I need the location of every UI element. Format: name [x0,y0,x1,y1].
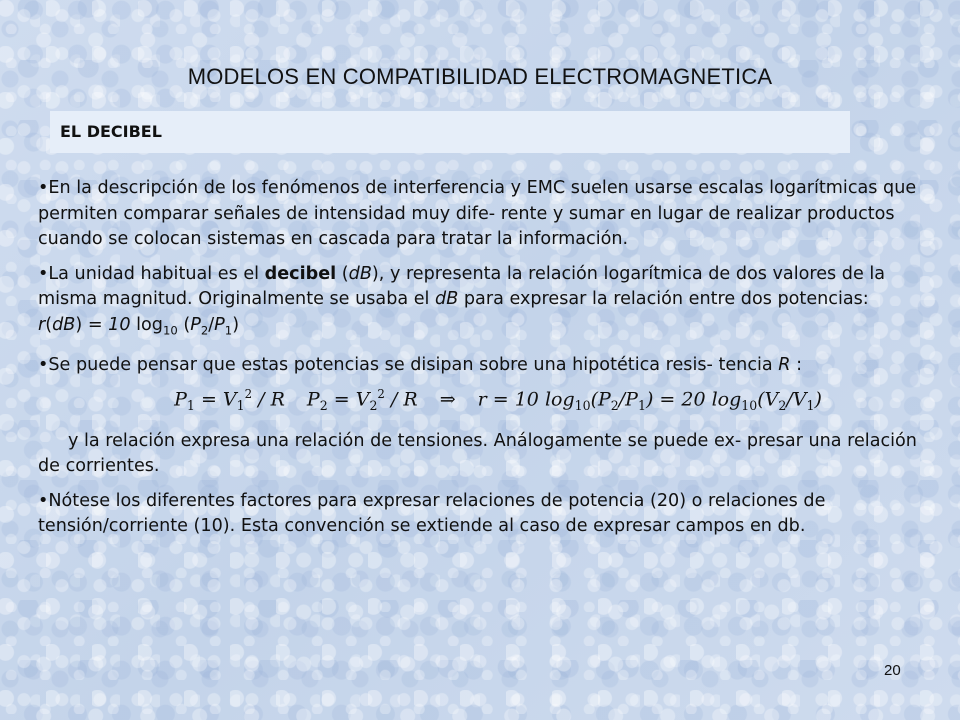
section-header-label: EL DECIBEL [60,122,162,141]
decibel-equation [38,382,918,419]
f-r: r [38,314,46,335]
eq-mid-a: (P [590,388,611,411]
eq-log-base-a: 10 [574,398,591,414]
eq-r2: / R [384,388,418,411]
unit-db-2: dB [435,289,459,309]
eq-log-base-b: 10 [741,398,758,414]
eq-v2-sub: 2 [369,398,378,414]
page-number: 20 [884,662,901,679]
p3-text-b: : [790,354,803,375]
eq-v2-sup: 2 [377,387,385,402]
paragraph-factors-note: •Nótese los diferentes factores para expresar relaciones de potencia (20) o relaciones de tensión/corriente (10). Esta convención se extiende al caso de expresar campos en db. [38,490,826,537]
f-log-base: 10 [162,323,178,338]
f-p2: P [190,314,201,335]
eq-p2: P [306,388,320,411]
p2-paren: ( [336,263,349,284]
eq-mid-c: ) = 20 log [645,388,742,411]
p3-text-a: •Se puede pensar que estas potencias se disipan sobre una hipotética resis- tencia [38,354,779,375]
f-p1-sub: 1 [224,323,233,338]
p3-r: R [778,354,791,375]
f-eq: ) = [75,314,109,335]
slide-title: MODELOS EN COMPATIBILIDAD ELECTROMAGNETICA [187,64,773,89]
eq-v1-sup: 2 [244,387,253,402]
eq-v1-sub: 1 [236,398,245,414]
paragraph-resistance [38,353,918,379]
eq-mid-b: /P [618,388,638,411]
eq-end-b: /V [786,388,807,411]
p2-text-b: para expresar la relación entre dos potencias: [458,289,869,309]
eq-end-a-sub: 2 [778,398,787,414]
f-p2-sub: 2 [200,323,209,338]
f-log: log [130,314,163,335]
eq-mid-b-sub: 1 [637,398,646,414]
f-po: ( [177,314,191,335]
slide-body [38,176,918,549]
paragraph-logarithmic-scales: •En la descripción de los fenómenos de interferencia y EMC suelen usarse escalas logarítmicas que permiten comparar señales de intensidad muy dife- rente y sumar en lugar de realizar productos cuando se colocan sistemas en cascada para tratar la información. [38,178,917,249]
unit-db: dB [348,263,372,284]
implies-symbol: ⇒ [439,388,456,411]
f-slash: / [208,314,215,335]
eq-r-eq: r = 10 log [477,388,575,411]
term-decibel: decibel [264,263,337,284]
p2-lead: •La unidad habitual es el [38,263,265,284]
eq-r1: / R [252,388,285,411]
eq-p2-sub: 2 [319,398,328,414]
eq-end-c: ) [814,388,822,411]
paragraph-decibel-definition [38,262,918,344]
power-ratio-formula [38,314,240,338]
p2-text-a: ), y representa la relación logarítmica de dos valores de la misma magnitud. Originalmente se usaba el [38,263,886,309]
eq-p1: P [174,388,187,411]
eq-v1: = V [194,388,237,411]
f-db: dB [52,314,76,335]
f-ten: 10 [108,314,131,335]
f-open: ( [45,314,53,335]
eq-mid-a-sub: 2 [610,398,619,414]
f-p1: P [214,314,225,335]
eq-end-b-sub: 1 [806,398,815,414]
f-pc: ) [232,314,240,335]
eq-p1-sub: 1 [186,398,195,414]
paragraph-voltage-ratio: y la relación expresa una relación de tensiones. Análogamente se puede ex- presar una relación de corrientes. [38,430,917,477]
eq-end-a: (V [757,388,779,411]
section-header [50,111,850,153]
eq-v2: = V [327,388,370,411]
